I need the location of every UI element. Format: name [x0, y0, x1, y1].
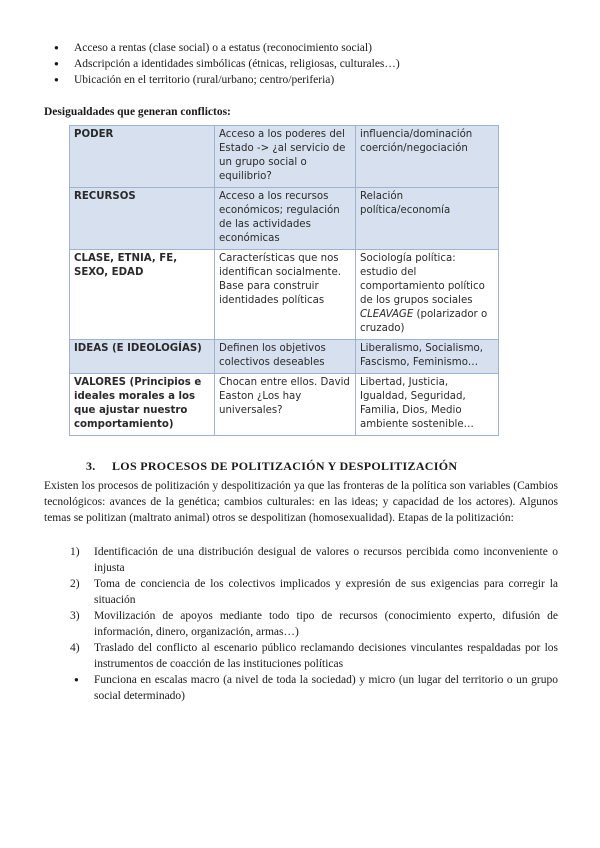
row-notes: Liberalismo, Socialismo, Fascismo, Feminismo…: [356, 340, 499, 374]
row-description: Acceso a los recursos económicos; regulación de las actividades económicas: [215, 188, 356, 250]
step-item: [70, 576, 558, 608]
row-description: Definen los objetivos colectivos deseables: [215, 340, 356, 374]
row-label: VALORES (Principios e ideales morales a los que ajustar nuestro comportamiento): [70, 374, 215, 436]
bullet-item: ● Ubicación en el territorio (rural/urbano; centro/periferia): [54, 72, 400, 88]
bullet-item: ● Adscripción a identidades simbólicas (étnicas, religiosas, culturales…): [54, 56, 400, 72]
step-text: Traslado del conflicto al escenario público reclamando decisiones vinculantes respaldadas por los instrumentos de coacción de las instituciones políticas: [94, 642, 558, 670]
row-label: CLASE, ETNIA, FE, SEXO, EDAD: [70, 250, 215, 340]
step-item: [70, 608, 558, 640]
step-text: Identificación de una distribución desigual de valores o recursos percibida como inconveniente o injusta: [94, 546, 558, 574]
body-paragraph: Existen los procesos de politización y despolitización ya que las fronteras de la política son variables (Cambios tecnológicos: avances de la genética; cambios culturales: en las ideas; y capacidad de los actores). Algunos temas se politizan (maltrato animal) otros se despolitizan (homosexualidad). Etapas de la politización:: [44, 480, 558, 524]
table-row: [70, 340, 499, 374]
row-notes-text: Sociología política: estudio del comportamiento político de los grupos sociales: [360, 253, 485, 306]
table-row: [70, 250, 499, 340]
politicization-steps: [70, 544, 558, 704]
top-bullet-list: [54, 40, 400, 88]
table-row: [70, 374, 499, 436]
subheading: Desigualdades que generan conflictos:: [44, 106, 231, 118]
step-marker: 2): [70, 578, 80, 590]
step-text: Funciona en escalas macro (a nivel de toda la sociedad) y micro (un lugar del territorio o un grupo social determinado): [94, 674, 558, 702]
row-label: IDEAS (E IDEOLOGÍAS): [70, 340, 215, 374]
section-title: LOS PROCESOS DE POLITIZACIÓN Y DESPOLITIZACIÓN: [112, 459, 458, 473]
step-item: [70, 672, 558, 704]
row-notes: Libertad, Justicia, Igualdad, Seguridad, Familia, Dios, Medio ambiente sostenible…: [356, 374, 499, 436]
table-row: [70, 126, 499, 188]
row-description: Acceso a los poderes del Estado -> ¿al servicio de un grupo social o equilibrio?: [215, 126, 356, 188]
row-notes: influencia/dominación coerción/negociación: [356, 126, 499, 188]
section-heading: [86, 459, 457, 474]
step-marker: 4): [70, 642, 80, 654]
row-description: Chocan entre ellos. David Easton ¿Los hay universales?: [215, 374, 356, 436]
inequalities-table: [69, 125, 499, 436]
table-row: [70, 188, 499, 250]
row-notes: Relación política/economía: [356, 188, 499, 250]
step-text: Movilización de apoyos mediante todo tipo de recursos (conocimiento experto, difusión de información, dinero, organización, armas…): [94, 610, 558, 638]
step-item: [70, 544, 558, 576]
row-description: Características que nos identifican socialmente. Base para construir identidades políticas: [215, 250, 356, 340]
section-number: 3.: [86, 459, 96, 473]
step-marker: 1): [70, 546, 80, 558]
row-label: RECURSOS: [70, 188, 215, 250]
step-item: [70, 640, 558, 672]
row-notes-tail: (polarizador o cruzado): [360, 309, 488, 334]
bullet-icon: ●: [74, 675, 79, 684]
cleavage-term: CLEAVAGE: [360, 309, 414, 320]
step-text: Toma de conciencia de los colectivos implicados y expresión de sus exigencias para corregir la situación: [94, 578, 558, 606]
step-marker: 3): [70, 610, 80, 622]
row-label: PODER: [70, 126, 215, 188]
bullet-item: ● Acceso a rentas (clase social) o a estatus (reconocimiento social): [54, 40, 400, 56]
row-notes: [356, 250, 499, 340]
